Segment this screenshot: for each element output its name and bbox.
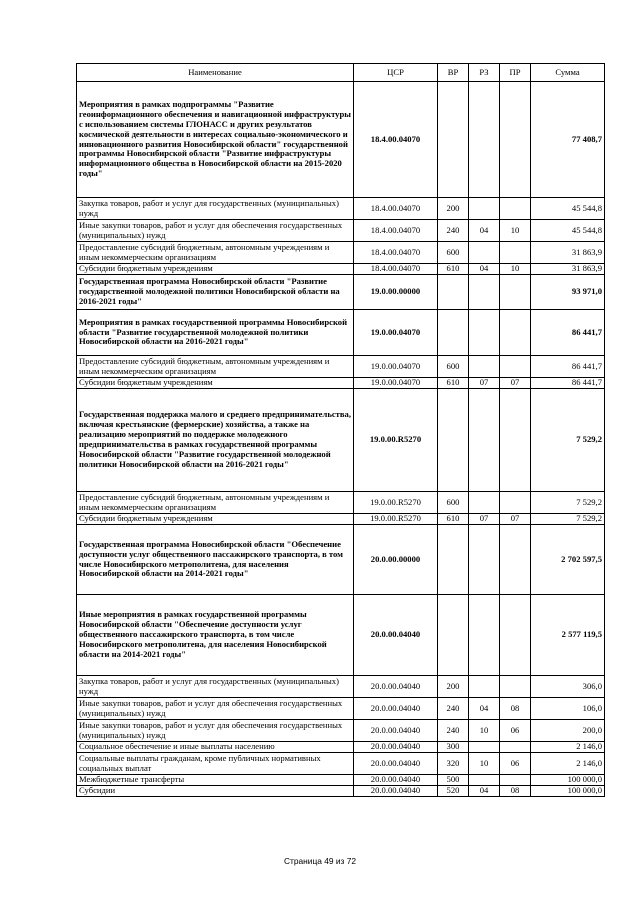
- cell-name: Субсидии: [77, 786, 354, 797]
- cell-csr: 18.4.00.04070: [354, 220, 438, 242]
- cell-pr: 07: [500, 514, 531, 525]
- cell-pr: [500, 82, 531, 198]
- cell-name: Социальное обеспечение и иные выплаты населению: [77, 742, 354, 753]
- cell-vr: [438, 525, 469, 595]
- cell-name: Субсидии бюджетным учреждениям: [77, 378, 354, 389]
- cell-rz: 04: [469, 220, 500, 242]
- cell-name: Мероприятия в рамках государственной программы Новосибирской области "Развитие государственной молодежной политики Новосибирской области на 2016-2021 годы": [77, 310, 354, 356]
- cell-sum: 200,0: [531, 720, 605, 742]
- cell-pr: 06: [500, 753, 531, 775]
- cell-pr: [500, 775, 531, 786]
- table-row: [77, 676, 605, 698]
- table-row: [77, 82, 605, 198]
- table-row: [77, 720, 605, 742]
- cell-pr: [500, 275, 531, 310]
- cell-sum: 306,0: [531, 676, 605, 698]
- cell-pr: [500, 595, 531, 676]
- cell-csr: 20.0.00.00000: [354, 525, 438, 595]
- cell-name: Иные закупки товаров, работ и услуг для обеспечения государственных (муниципальных) нужд: [77, 720, 354, 742]
- cell-rz: 07: [469, 378, 500, 389]
- cell-vr: 610: [438, 264, 469, 275]
- cell-vr: 610: [438, 514, 469, 525]
- cell-sum: 7 529,2: [531, 492, 605, 514]
- table-row: [77, 198, 605, 220]
- table-row: [77, 275, 605, 310]
- cell-csr: 19.0.00.R5270: [354, 492, 438, 514]
- cell-vr: 600: [438, 242, 469, 264]
- cell-vr: [438, 310, 469, 356]
- cell-sum: 86 441,7: [531, 310, 605, 356]
- cell-sum: 2 577 119,5: [531, 595, 605, 676]
- cell-pr: 06: [500, 720, 531, 742]
- table-body: [77, 82, 605, 797]
- cell-pr: 10: [500, 264, 531, 275]
- cell-pr: 08: [500, 786, 531, 797]
- cell-csr: 20.0.00.04040: [354, 786, 438, 797]
- cell-rz: [469, 82, 500, 198]
- cell-csr: 19.0.00.04070: [354, 378, 438, 389]
- cell-rz: [469, 525, 500, 595]
- cell-vr: 610: [438, 378, 469, 389]
- budget-table: [76, 63, 605, 797]
- column-header-rz: РЗ: [469, 64, 500, 82]
- column-header-name: Наименование: [77, 64, 354, 82]
- cell-sum: 2 702 597,5: [531, 525, 605, 595]
- cell-vr: 300: [438, 742, 469, 753]
- table-row: [77, 389, 605, 492]
- cell-sum: 86 441,7: [531, 378, 605, 389]
- cell-name: Иные закупки товаров, работ и услуг для обеспечения государственных (муниципальных) нужд: [77, 220, 354, 242]
- cell-vr: 320: [438, 753, 469, 775]
- table-row: [77, 753, 605, 775]
- column-header-sum: Сумма: [531, 64, 605, 82]
- cell-sum: 7 529,2: [531, 389, 605, 492]
- cell-name: Межбюджетные трансферты: [77, 775, 354, 786]
- cell-rz: [469, 275, 500, 310]
- table-row: [77, 595, 605, 676]
- cell-name: Государственная программа Новосибирской области "Развитие государственной молодежной политики Новосибирской области на 2016-2021 годы": [77, 275, 354, 310]
- cell-sum: 100 000,0: [531, 786, 605, 797]
- cell-pr: [500, 310, 531, 356]
- cell-name: Закупка товаров, работ и услуг для государственных (муниципальных) нужд: [77, 198, 354, 220]
- table-row: [77, 242, 605, 264]
- cell-rz: [469, 492, 500, 514]
- cell-vr: [438, 389, 469, 492]
- cell-vr: 500: [438, 775, 469, 786]
- table-row: [77, 514, 605, 525]
- cell-pr: 07: [500, 378, 531, 389]
- cell-name: Государственная программа Новосибирской области "Обеспечение доступности услуг общественного пассажирского транспорта, в том числе Новосибирского метрополитена, для населения Новосибирской области на 2014-2021 годы": [77, 525, 354, 595]
- cell-name: Иные мероприятия в рамках государственной программы Новосибирской области "Обеспечение доступности услуг общественного пассажирского транспорта, в том числе Новосибирского метрополитена, для населения Новосибирской области на 2014-2021 годы": [77, 595, 354, 676]
- cell-rz: [469, 742, 500, 753]
- cell-csr: 20.0.00.04040: [354, 753, 438, 775]
- cell-csr: 19.0.00.04070: [354, 356, 438, 378]
- cell-vr: 200: [438, 198, 469, 220]
- cell-sum: 7 529,2: [531, 514, 605, 525]
- cell-pr: [500, 525, 531, 595]
- table-row: [77, 492, 605, 514]
- column-header-pr: ПР: [500, 64, 531, 82]
- cell-csr: 20.0.00.04040: [354, 775, 438, 786]
- cell-vr: 600: [438, 492, 469, 514]
- table-row: [77, 742, 605, 753]
- cell-vr: 600: [438, 356, 469, 378]
- cell-vr: 200: [438, 676, 469, 698]
- cell-rz: [469, 389, 500, 492]
- table-row: [77, 786, 605, 797]
- cell-sum: 93 971,0: [531, 275, 605, 310]
- cell-name: Государственная поддержка малого и среднего предпринимательства, включая крестьянские (фермерские) хозяйства, а также на реализацию мероприятий по поддержке молодежного предпринимательства в рамках государственной программы Новосибирской области "Развитие государственной молодежной политики Новосибирской области на 2016-2021 годы": [77, 389, 354, 492]
- cell-name: Субсидии бюджетным учреждениям: [77, 264, 354, 275]
- table-row: [77, 310, 605, 356]
- cell-csr: 19.0.00.04070: [354, 310, 438, 356]
- cell-rz: [469, 595, 500, 676]
- cell-rz: [469, 356, 500, 378]
- cell-pr: [500, 676, 531, 698]
- table-header-row: [77, 64, 605, 82]
- cell-sum: 31 863,9: [531, 242, 605, 264]
- page-number: Страница 49 из 72: [283, 856, 357, 866]
- table-row: [77, 356, 605, 378]
- cell-vr: 240: [438, 698, 469, 720]
- cell-vr: 520: [438, 786, 469, 797]
- cell-csr: 20.0.00.04040: [354, 676, 438, 698]
- cell-rz: [469, 242, 500, 264]
- cell-csr: 19.0.00.R5270: [354, 389, 438, 492]
- table-row: [77, 264, 605, 275]
- cell-pr: [500, 242, 531, 264]
- cell-rz: 10: [469, 720, 500, 742]
- cell-rz: [469, 775, 500, 786]
- cell-csr: 18.4.00.04070: [354, 82, 438, 198]
- column-header-vr: ВР: [438, 64, 469, 82]
- cell-csr: 19.0.00.R5270: [354, 514, 438, 525]
- cell-vr: [438, 82, 469, 198]
- cell-name: Предоставление субсидий бюджетным, автономным учреждениям и иным некоммерческим организациям: [77, 492, 354, 514]
- cell-pr: [500, 742, 531, 753]
- cell-csr: 19.0.00.00000: [354, 275, 438, 310]
- cell-vr: [438, 595, 469, 676]
- cell-sum: 45 544,8: [531, 220, 605, 242]
- cell-csr: 18.4.00.04070: [354, 264, 438, 275]
- cell-vr: 240: [438, 220, 469, 242]
- table-row: [77, 220, 605, 242]
- cell-name: Закупка товаров, работ и услуг для государственных (муниципальных) нужд: [77, 676, 354, 698]
- cell-rz: [469, 310, 500, 356]
- cell-pr: [500, 492, 531, 514]
- cell-rz: 07: [469, 514, 500, 525]
- table-row: [77, 698, 605, 720]
- cell-csr: 20.0.00.04040: [354, 698, 438, 720]
- cell-csr: 18.4.00.04070: [354, 242, 438, 264]
- cell-name: Субсидии бюджетным учреждениям: [77, 514, 354, 525]
- column-header-csr: ЦСР: [354, 64, 438, 82]
- cell-sum: 2 146,0: [531, 753, 605, 775]
- cell-sum: 106,0: [531, 698, 605, 720]
- cell-rz: 04: [469, 698, 500, 720]
- cell-csr: 20.0.00.04040: [354, 595, 438, 676]
- cell-pr: [500, 389, 531, 492]
- cell-rz: 10: [469, 753, 500, 775]
- cell-rz: 04: [469, 264, 500, 275]
- cell-rz: [469, 676, 500, 698]
- cell-rz: 04: [469, 786, 500, 797]
- cell-sum: 100 000,0: [531, 775, 605, 786]
- cell-vr: 240: [438, 720, 469, 742]
- cell-name: Социальные выплаты гражданам, кроме публичных нормативных социальных выплат: [77, 753, 354, 775]
- cell-name: Предоставление субсидий бюджетным, автономным учреждениям и иным некоммерческим организациям: [77, 356, 354, 378]
- cell-sum: 45 544,8: [531, 198, 605, 220]
- cell-name: Мероприятия в рамках подпрограммы "Развитие геоинформационного обеспечения и навигационной инфраструктуры с использованием системы ГЛОНАСС и других результатов космической деятельности в интересах социально-экономического и инновационного развития Новосибирской области" государственной программы Новосибирской области "Развитие инфраструктуры информационного общества в Новосибирской области на 2015-2020 годы": [77, 82, 354, 198]
- table-row: [77, 775, 605, 786]
- cell-vr: [438, 275, 469, 310]
- cell-sum: 2 146,0: [531, 742, 605, 753]
- cell-pr: 10: [500, 220, 531, 242]
- cell-sum: 86 441,7: [531, 356, 605, 378]
- cell-rz: [469, 198, 500, 220]
- table-row: [77, 525, 605, 595]
- cell-csr: 20.0.00.04040: [354, 742, 438, 753]
- cell-csr: 20.0.00.04040: [354, 720, 438, 742]
- cell-pr: 08: [500, 698, 531, 720]
- cell-sum: 31 863,9: [531, 264, 605, 275]
- cell-name: Предоставление субсидий бюджетным, автономным учреждениям и иным некоммерческим организациям: [77, 242, 354, 264]
- table-row: [77, 378, 605, 389]
- cell-pr: [500, 198, 531, 220]
- cell-csr: 18.4.00.04070: [354, 198, 438, 220]
- cell-sum: 77 408,7: [531, 82, 605, 198]
- cell-name: Иные закупки товаров, работ и услуг для обеспечения государственных (муниципальных) нужд: [77, 698, 354, 720]
- cell-pr: [500, 356, 531, 378]
